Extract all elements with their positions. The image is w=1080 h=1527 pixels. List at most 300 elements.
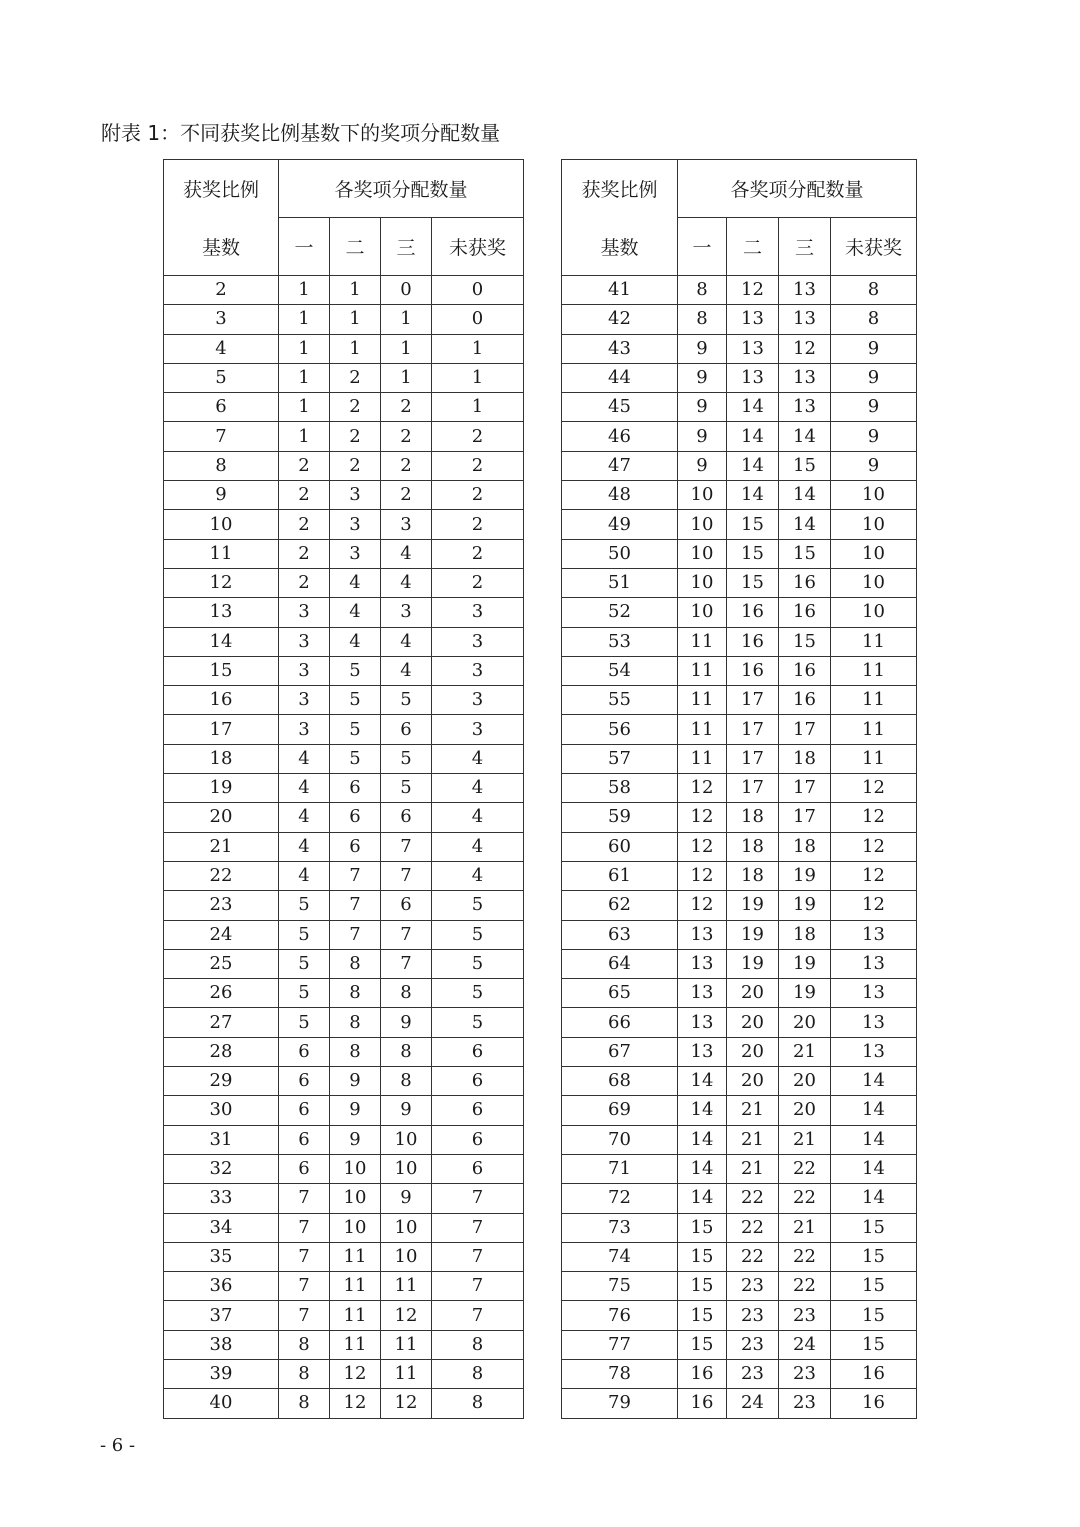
- table-cell-second: 20: [727, 1008, 779, 1037]
- table-cell-third: 5: [381, 686, 432, 715]
- table-cell-none: 5: [432, 891, 524, 920]
- table-cell-first: 1: [279, 334, 330, 363]
- table-row: [164, 1037, 524, 1066]
- table-cell-none: 0: [432, 276, 524, 305]
- table-cell-third: 16: [779, 656, 831, 685]
- table-cell-base: 63: [562, 920, 678, 949]
- table-cell-none: 1: [432, 334, 524, 363]
- table-cell-second: 12: [727, 276, 779, 305]
- table-row: [164, 1154, 524, 1183]
- table-cell-second: 7: [330, 920, 381, 949]
- table-cell-second: 3: [330, 539, 381, 568]
- header-third-prize: 三: [381, 218, 432, 276]
- table-cell-second: 23: [727, 1301, 779, 1330]
- table-cell-third: 17: [779, 803, 831, 832]
- table-cell-first: 16: [678, 1359, 727, 1388]
- table-cell-third: 9: [381, 1096, 432, 1125]
- table-cell-none: 2: [432, 481, 524, 510]
- table-cell-none: 13: [831, 1037, 917, 1066]
- table-cell-third: 13: [779, 305, 831, 334]
- table-cell-third: 13: [779, 363, 831, 392]
- table-cell-first: 13: [678, 949, 727, 978]
- table-cell-third: 2: [381, 481, 432, 510]
- table-row: [562, 832, 917, 861]
- table-cell-second: 17: [727, 774, 779, 803]
- table-cell-base: 58: [562, 774, 678, 803]
- table-cell-none: 14: [831, 1067, 917, 1096]
- table-cell-second: 2: [330, 393, 381, 422]
- table-cell-base: 22: [164, 861, 279, 890]
- table-cell-base: 9: [164, 481, 279, 510]
- table-row: [562, 1125, 917, 1154]
- table-cell-first: 1: [279, 422, 330, 451]
- header-base-label-bottom: 基数: [164, 218, 279, 276]
- table-cell-third: 9: [381, 1184, 432, 1213]
- table-cell-third: 11: [381, 1330, 432, 1359]
- table-cell-none: 2: [432, 539, 524, 568]
- table-cell-second: 2: [330, 422, 381, 451]
- table-cell-first: 7: [279, 1272, 330, 1301]
- table-cell-second: 2: [330, 451, 381, 480]
- table-cell-base: 53: [562, 627, 678, 656]
- table-row: [164, 568, 524, 597]
- table-row: [562, 1330, 917, 1359]
- table-row: [562, 1067, 917, 1096]
- table-cell-first: 13: [678, 979, 727, 1008]
- table-cell-base: 76: [562, 1301, 678, 1330]
- table-cell-third: 21: [779, 1125, 831, 1154]
- table-row: [562, 510, 917, 539]
- table-row: [562, 568, 917, 597]
- table-cell-second: 11: [330, 1330, 381, 1359]
- table-cell-third: 4: [381, 539, 432, 568]
- table-cell-none: 5: [432, 949, 524, 978]
- table-cell-second: 9: [330, 1125, 381, 1154]
- table-cell-second: 5: [330, 744, 381, 773]
- table-cell-none: 8: [831, 276, 917, 305]
- table-cell-second: 15: [727, 539, 779, 568]
- table-cell-second: 11: [330, 1301, 381, 1330]
- table-cell-second: 12: [330, 1389, 381, 1418]
- table-cell-third: 22: [779, 1272, 831, 1301]
- table-cell-third: 11: [381, 1272, 432, 1301]
- table-cell-second: 10: [330, 1213, 381, 1242]
- table-cell-first: 12: [678, 832, 727, 861]
- table-cell-none: 5: [432, 1008, 524, 1037]
- table-cell-base: 74: [562, 1242, 678, 1271]
- table-cell-none: 2: [432, 510, 524, 539]
- award-table-left: [163, 159, 524, 1419]
- table-cell-none: 12: [831, 803, 917, 832]
- table-cell-base: 19: [164, 774, 279, 803]
- table-cell-none: 16: [831, 1389, 917, 1418]
- table-cell-base: 48: [562, 481, 678, 510]
- table-cell-first: 10: [678, 510, 727, 539]
- table-cell-third: 19: [779, 949, 831, 978]
- table-cell-second: 5: [330, 686, 381, 715]
- table-row: [164, 1184, 524, 1213]
- table-cell-third: 7: [381, 832, 432, 861]
- header-group-label: 各奖项分配数量: [279, 160, 524, 218]
- table-cell-second: 14: [727, 481, 779, 510]
- table-cell-second: 10: [330, 1154, 381, 1183]
- table-cell-base: 38: [164, 1330, 279, 1359]
- table-row: [164, 422, 524, 451]
- table-cell-first: 5: [279, 979, 330, 1008]
- table-cell-base: 13: [164, 598, 279, 627]
- table-row: [562, 627, 917, 656]
- table-cell-second: 19: [727, 949, 779, 978]
- table-row: [562, 1184, 917, 1213]
- table-cell-base: 79: [562, 1389, 678, 1418]
- table-cell-base: 68: [562, 1067, 678, 1096]
- table-cell-base: 11: [164, 539, 279, 568]
- table-cell-first: 14: [678, 1184, 727, 1213]
- table-cell-first: 5: [279, 891, 330, 920]
- table-row: [164, 949, 524, 978]
- table-cell-base: 5: [164, 363, 279, 392]
- table-row: [562, 1008, 917, 1037]
- table-cell-base: 16: [164, 686, 279, 715]
- table-cell-first: 13: [678, 920, 727, 949]
- table-cell-first: 14: [678, 1125, 727, 1154]
- table-cell-none: 15: [831, 1301, 917, 1330]
- table-cell-none: 15: [831, 1272, 917, 1301]
- table-row: [562, 451, 917, 480]
- table-cell-first: 3: [279, 598, 330, 627]
- table-cell-first: 9: [678, 363, 727, 392]
- table-cell-none: 4: [432, 774, 524, 803]
- table-cell-second: 15: [727, 568, 779, 597]
- table-cell-first: 15: [678, 1301, 727, 1330]
- table-cell-second: 16: [727, 627, 779, 656]
- table-cell-third: 8: [381, 979, 432, 1008]
- table-cell-third: 14: [779, 422, 831, 451]
- table-cell-first: 12: [678, 803, 727, 832]
- table-row: [562, 1037, 917, 1066]
- table-cell-third: 20: [779, 1067, 831, 1096]
- table-cell-base: 71: [562, 1154, 678, 1183]
- table-row: [164, 627, 524, 656]
- table-cell-none: 3: [432, 627, 524, 656]
- table-row: [164, 774, 524, 803]
- table-cell-none: 13: [831, 920, 917, 949]
- table-row: [562, 686, 917, 715]
- table-cell-base: 10: [164, 510, 279, 539]
- table-cell-none: 1: [432, 363, 524, 392]
- table-cell-none: 12: [831, 861, 917, 890]
- table-cell-second: 22: [727, 1213, 779, 1242]
- table-cell-second: 9: [330, 1096, 381, 1125]
- table-cell-first: 10: [678, 598, 727, 627]
- table-cell-first: 3: [279, 656, 330, 685]
- table-cell-first: 4: [279, 832, 330, 861]
- table-cell-second: 8: [330, 1008, 381, 1037]
- table-cell-none: 7: [432, 1301, 524, 1330]
- table-cell-none: 8: [432, 1389, 524, 1418]
- table-row: [562, 656, 917, 685]
- table-cell-first: 15: [678, 1272, 727, 1301]
- table-cell-first: 13: [678, 1037, 727, 1066]
- table-cell-none: 8: [831, 305, 917, 334]
- table-cell-none: 13: [831, 979, 917, 1008]
- table-cell-second: 3: [330, 510, 381, 539]
- table-cell-first: 5: [279, 920, 330, 949]
- table-cell-second: 23: [727, 1272, 779, 1301]
- table-cell-second: 20: [727, 1037, 779, 1066]
- table-cell-second: 20: [727, 1067, 779, 1096]
- table-cell-none: 5: [432, 979, 524, 1008]
- table-cell-second: 15: [727, 510, 779, 539]
- table-cell-base: 49: [562, 510, 678, 539]
- table-cell-third: 22: [779, 1184, 831, 1213]
- table-cell-second: 18: [727, 832, 779, 861]
- table-cell-none: 3: [432, 686, 524, 715]
- table-cell-none: 8: [432, 1359, 524, 1388]
- table-cell-none: 6: [432, 1125, 524, 1154]
- table-cell-base: 17: [164, 715, 279, 744]
- table-cell-third: 17: [779, 715, 831, 744]
- table-row: [164, 979, 524, 1008]
- table-cell-second: 4: [330, 568, 381, 597]
- table-cell-base: 64: [562, 949, 678, 978]
- table-cell-base: 3: [164, 305, 279, 334]
- table-cell-first: 10: [678, 539, 727, 568]
- table-cell-second: 21: [727, 1125, 779, 1154]
- table-cell-base: 6: [164, 393, 279, 422]
- table-cell-first: 15: [678, 1213, 727, 1242]
- table-cell-first: 8: [279, 1389, 330, 1418]
- table-cell-second: 19: [727, 920, 779, 949]
- table-cell-none: 14: [831, 1125, 917, 1154]
- table-cell-first: 6: [279, 1067, 330, 1096]
- table-row: [164, 832, 524, 861]
- table-row: [164, 1389, 524, 1418]
- table-cell-base: 35: [164, 1242, 279, 1271]
- table-cell-none: 10: [831, 598, 917, 627]
- table-cell-base: 66: [562, 1008, 678, 1037]
- table-cell-first: 12: [678, 891, 727, 920]
- table-cell-none: 11: [831, 656, 917, 685]
- table-cell-first: 12: [678, 774, 727, 803]
- table-cell-base: 36: [164, 1272, 279, 1301]
- table-row: [164, 1242, 524, 1271]
- table-cell-first: 9: [678, 393, 727, 422]
- table-cell-third: 12: [381, 1389, 432, 1418]
- table-cell-first: 6: [279, 1125, 330, 1154]
- table-cell-base: 51: [562, 568, 678, 597]
- table-cell-third: 12: [381, 1301, 432, 1330]
- table-cell-second: 2: [330, 363, 381, 392]
- table-cell-base: 27: [164, 1008, 279, 1037]
- header-no-prize: 未获奖: [831, 218, 917, 276]
- table-cell-second: 6: [330, 774, 381, 803]
- table-cell-third: 8: [381, 1037, 432, 1066]
- table-row: [562, 803, 917, 832]
- table-row: [562, 422, 917, 451]
- table-row: [562, 920, 917, 949]
- table-row: [164, 598, 524, 627]
- table-row: [562, 1301, 917, 1330]
- table-cell-base: 8: [164, 451, 279, 480]
- table-cell-base: 41: [562, 276, 678, 305]
- table-row: [164, 1096, 524, 1125]
- table-row: [164, 803, 524, 832]
- table-cell-second: 1: [330, 334, 381, 363]
- table-cell-base: 57: [562, 744, 678, 773]
- table-cell-second: 6: [330, 803, 381, 832]
- table-cell-none: 9: [831, 451, 917, 480]
- table-cell-first: 11: [678, 686, 727, 715]
- table-cell-none: 10: [831, 568, 917, 597]
- table-cell-base: 46: [562, 422, 678, 451]
- table-row: [562, 481, 917, 510]
- table-cell-first: 9: [678, 451, 727, 480]
- table-cell-second: 5: [330, 656, 381, 685]
- table-cell-first: 13: [678, 1008, 727, 1037]
- table-row: [164, 715, 524, 744]
- table-cell-base: 25: [164, 949, 279, 978]
- table-cell-none: 13: [831, 1008, 917, 1037]
- table-cell-first: 3: [279, 715, 330, 744]
- table-cell-base: 45: [562, 393, 678, 422]
- table-cell-first: 3: [279, 627, 330, 656]
- table-cell-first: 1: [279, 363, 330, 392]
- table-cell-base: 23: [164, 891, 279, 920]
- table-cell-none: 6: [432, 1154, 524, 1183]
- table-cell-second: 17: [727, 715, 779, 744]
- table-cell-first: 9: [678, 334, 727, 363]
- table-cell-second: 7: [330, 891, 381, 920]
- table-cell-none: 7: [432, 1184, 524, 1213]
- table-cell-third: 16: [779, 598, 831, 627]
- table-cell-none: 7: [432, 1242, 524, 1271]
- table-cell-none: 16: [831, 1359, 917, 1388]
- table-cell-third: 15: [779, 539, 831, 568]
- table-cell-third: 3: [381, 510, 432, 539]
- table-cell-base: 67: [562, 1037, 678, 1066]
- table-row: [164, 861, 524, 890]
- table-cell-none: 11: [831, 627, 917, 656]
- table-cell-none: 11: [831, 686, 917, 715]
- table-row: [164, 305, 524, 334]
- header-base-label-top: 获奖比例: [164, 160, 279, 218]
- table-cell-base: 75: [562, 1272, 678, 1301]
- table-cell-second: 1: [330, 276, 381, 305]
- table-cell-third: 23: [779, 1359, 831, 1388]
- table-cell-third: 22: [779, 1154, 831, 1183]
- table-cell-first: 7: [279, 1213, 330, 1242]
- table-cell-none: 7: [432, 1272, 524, 1301]
- table-cell-base: 29: [164, 1067, 279, 1096]
- table-cell-third: 15: [779, 627, 831, 656]
- table-cell-second: 11: [330, 1242, 381, 1271]
- table-cell-second: 18: [727, 861, 779, 890]
- table-cell-none: 4: [432, 744, 524, 773]
- table-cell-second: 14: [727, 451, 779, 480]
- table-cell-none: 2: [432, 568, 524, 597]
- table-cell-base: 61: [562, 861, 678, 890]
- table-row: [164, 1330, 524, 1359]
- table-cell-first: 2: [279, 481, 330, 510]
- table-body-left: [164, 276, 524, 1419]
- table-cell-none: 11: [831, 715, 917, 744]
- table-cell-second: 17: [727, 686, 779, 715]
- table-cell-third: 5: [381, 774, 432, 803]
- table-row: [562, 1272, 917, 1301]
- table-row: [562, 305, 917, 334]
- table-cell-base: 4: [164, 334, 279, 363]
- table-cell-base: 14: [164, 627, 279, 656]
- table-cell-second: 3: [330, 481, 381, 510]
- table-cell-third: 7: [381, 949, 432, 978]
- table-cell-second: 8: [330, 949, 381, 978]
- table-cell-first: 4: [279, 744, 330, 773]
- table-cell-first: 14: [678, 1154, 727, 1183]
- table-cell-first: 2: [279, 539, 330, 568]
- table-cell-second: 21: [727, 1096, 779, 1125]
- table-cell-second: 16: [727, 656, 779, 685]
- table-row: [562, 598, 917, 627]
- table-cell-base: 40: [164, 1389, 279, 1418]
- table-cell-none: 14: [831, 1184, 917, 1213]
- header-second-prize: 二: [727, 218, 779, 276]
- table-cell-first: 15: [678, 1242, 727, 1271]
- table-cell-base: 78: [562, 1359, 678, 1388]
- table-row: [562, 393, 917, 422]
- table-cell-base: 43: [562, 334, 678, 363]
- table-cell-base: 69: [562, 1096, 678, 1125]
- table-cell-second: 5: [330, 715, 381, 744]
- table-cell-base: 31: [164, 1125, 279, 1154]
- table-row: [562, 1359, 917, 1388]
- table-cell-base: 42: [562, 305, 678, 334]
- table-cell-first: 12: [678, 861, 727, 890]
- table-cell-second: 14: [727, 422, 779, 451]
- table-cell-first: 8: [678, 276, 727, 305]
- table-cell-none: 14: [831, 1154, 917, 1183]
- table-row: [164, 656, 524, 685]
- table-row: [164, 451, 524, 480]
- table-cell-base: 54: [562, 656, 678, 685]
- table-row: [562, 861, 917, 890]
- table-cell-third: 16: [779, 686, 831, 715]
- table-cell-base: 30: [164, 1096, 279, 1125]
- table-cell-second: 22: [727, 1184, 779, 1213]
- table-cell-second: 6: [330, 832, 381, 861]
- table-cell-third: 15: [779, 451, 831, 480]
- table-cell-second: 19: [727, 891, 779, 920]
- table-cell-second: 13: [727, 363, 779, 392]
- table-cell-first: 7: [279, 1184, 330, 1213]
- table-cell-third: 8: [381, 1067, 432, 1096]
- table-cell-third: 18: [779, 832, 831, 861]
- table-cell-third: 5: [381, 744, 432, 773]
- table-cell-second: 18: [727, 803, 779, 832]
- table-row: [562, 276, 917, 305]
- table-cell-second: 1: [330, 305, 381, 334]
- table-cell-first: 11: [678, 627, 727, 656]
- table-cell-none: 12: [831, 832, 917, 861]
- table-row: [164, 276, 524, 305]
- table-cell-second: 8: [330, 1037, 381, 1066]
- table-cell-base: 21: [164, 832, 279, 861]
- table-cell-third: 18: [779, 744, 831, 773]
- table-row: [164, 510, 524, 539]
- table-cell-base: 15: [164, 656, 279, 685]
- table-row: [562, 1213, 917, 1242]
- table-cell-third: 9: [381, 1008, 432, 1037]
